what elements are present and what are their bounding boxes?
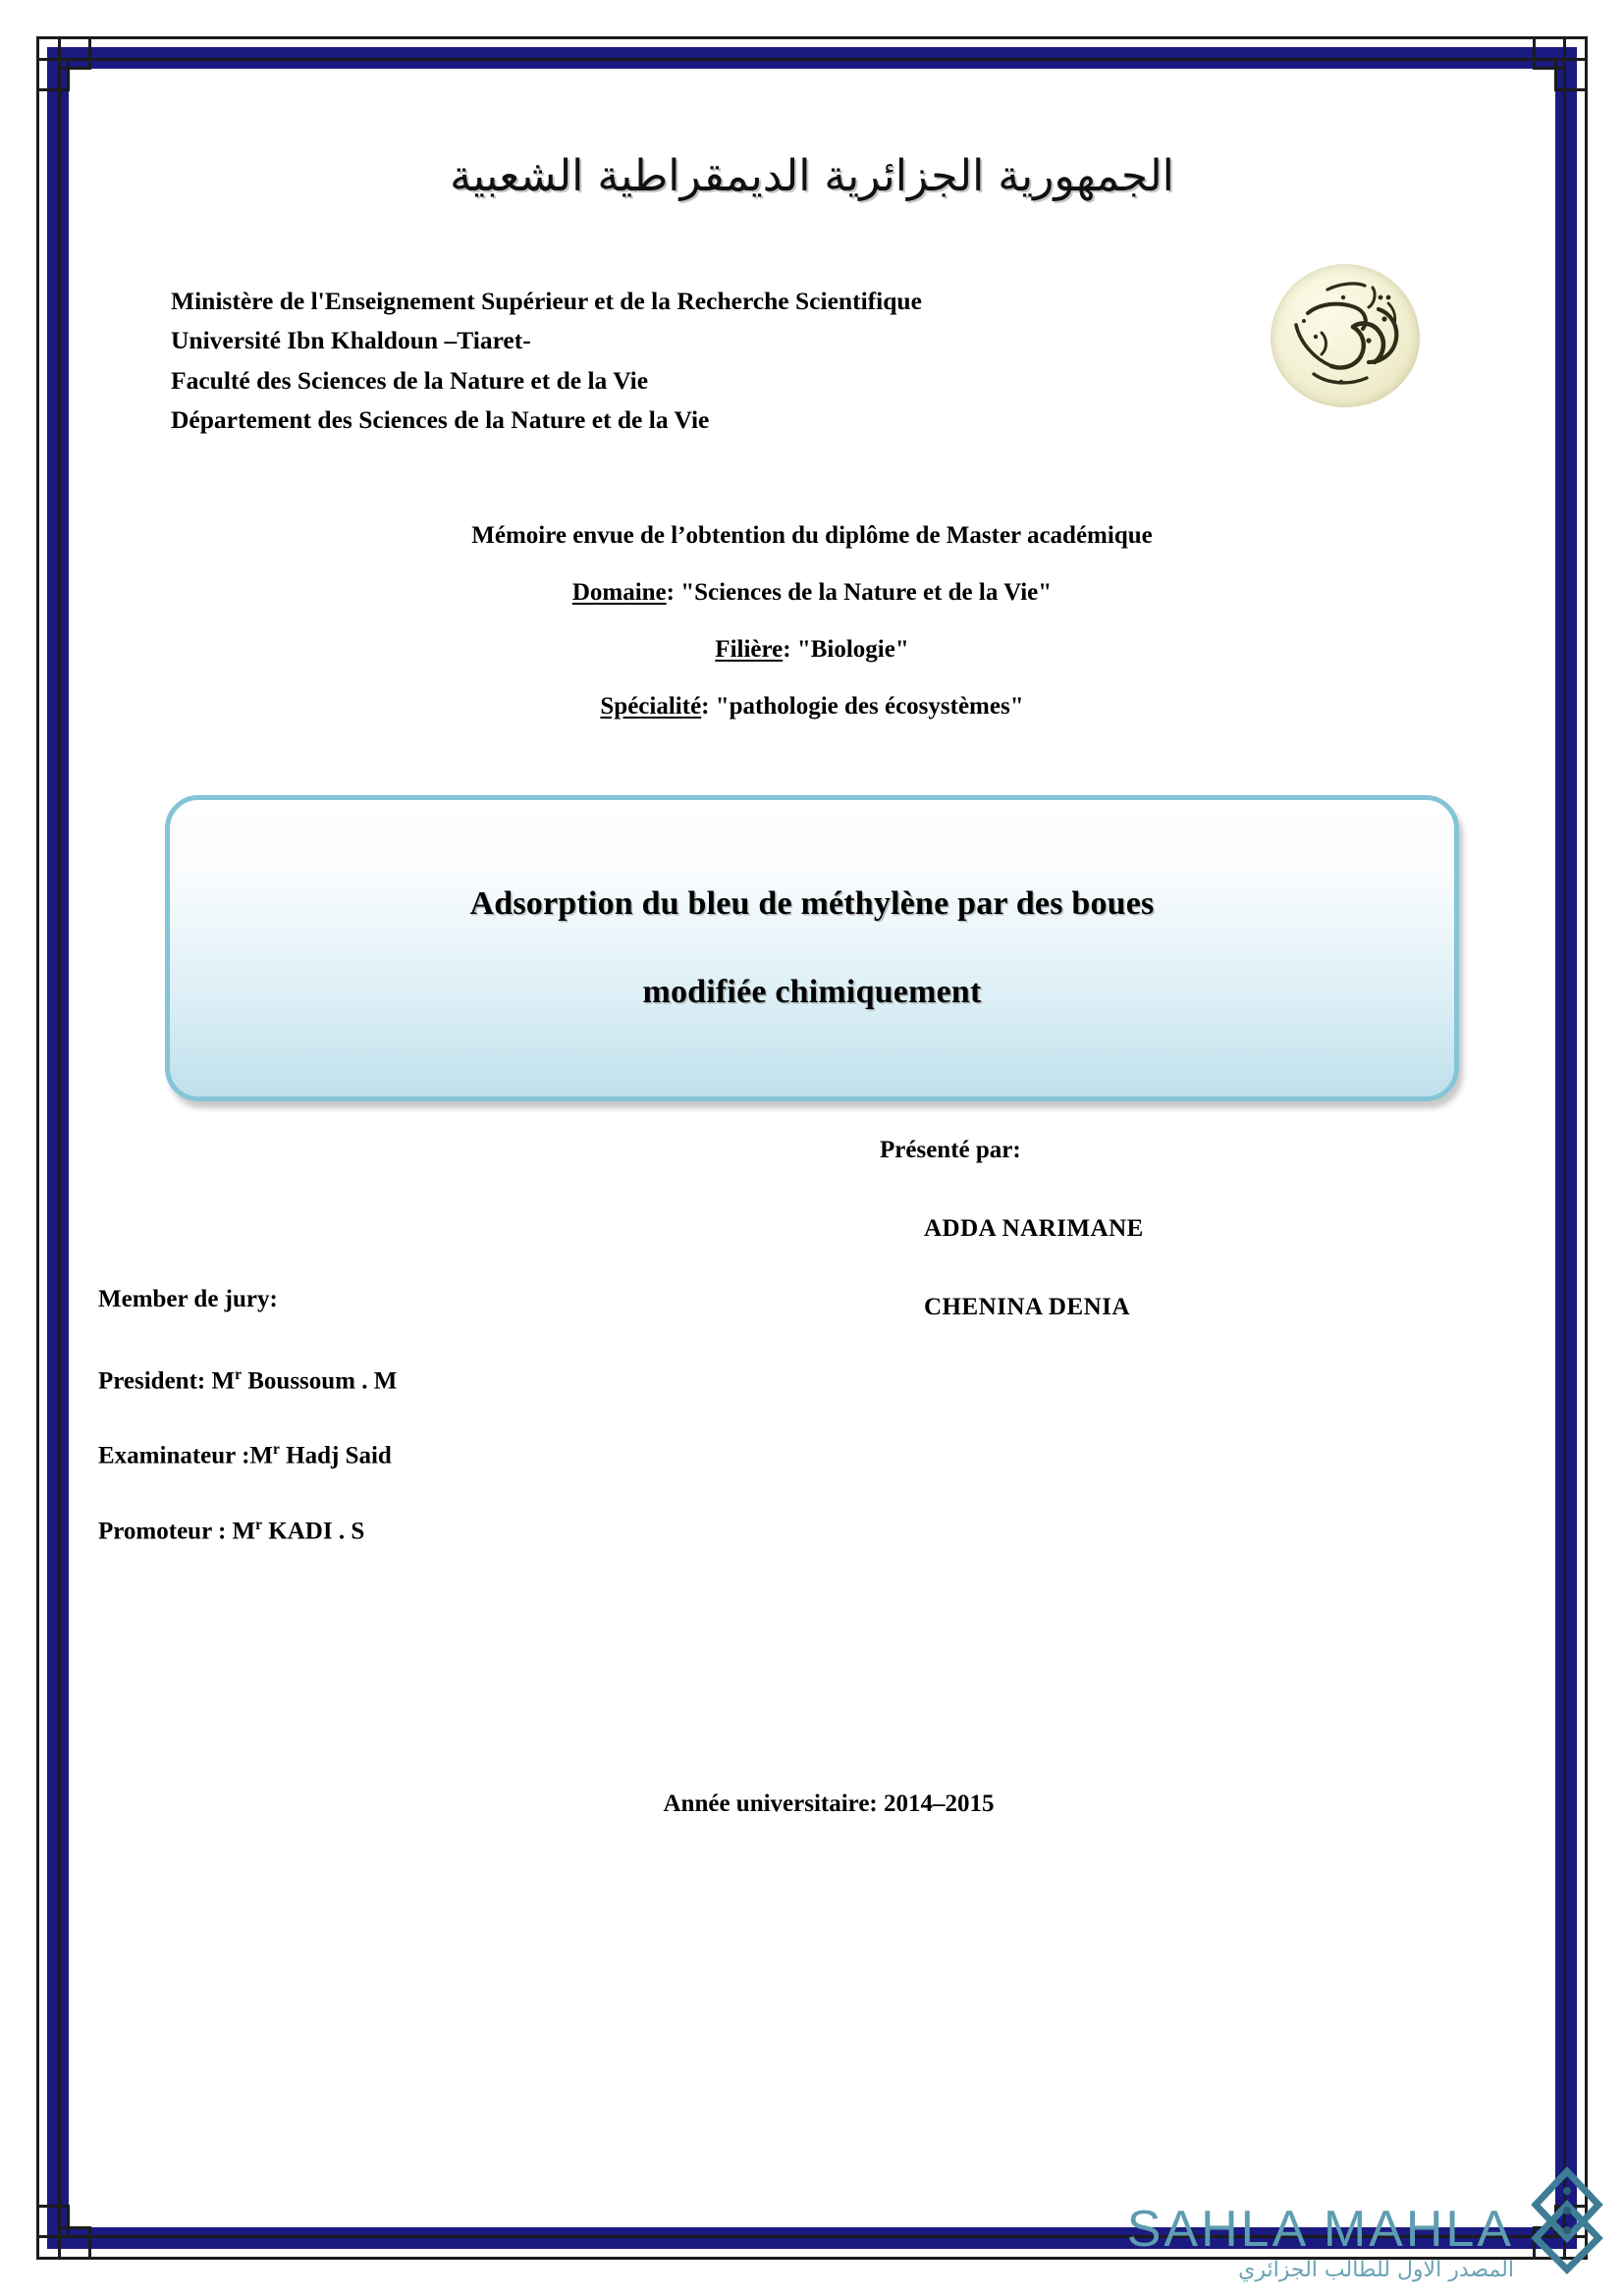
department-line: Département des Sciences de la Nature et de la Vie — [171, 404, 710, 434]
university-line: Université Ibn Khaldoun –Tiaret- — [171, 326, 531, 355]
people-block — [94, 1127, 1530, 1544]
border-rule-outer-left — [36, 36, 39, 2260]
thesis-title-box — [165, 795, 1459, 1101]
jury-heading: Member de jury: — [98, 1286, 278, 1312]
diploma-statement: Mémoire envue de l’obtention du diplôme de Master académique — [471, 522, 1153, 549]
diploma-specialite — [94, 693, 1530, 721]
diploma-filiere — [94, 636, 1530, 664]
specialite-label: Spécialité — [600, 693, 702, 720]
organization-lines — [94, 282, 922, 440]
thesis-title-line-2: modifiée chimiquement — [642, 974, 982, 1010]
ministry-line: Ministère de l'Enseignement Supérieur et de la Recherche Scientifique — [171, 287, 922, 315]
jury-name-examinateur: Hadj Said — [279, 1442, 392, 1469]
watermark-brand: SAHLA MAHLA — [1126, 2200, 1514, 2258]
jury-sup-president: r — [235, 1366, 242, 1383]
diploma-block — [94, 522, 1530, 721]
border-corner-top-right-b — [1533, 36, 1566, 70]
cover-page-content — [94, 90, 1530, 2211]
jury-member-president — [98, 1366, 844, 1395]
jury-members-list — [98, 1366, 844, 1591]
jury-sup-examinateur: r — [273, 1441, 280, 1459]
domaine-value: : "Sciences de la Nature et de la Vie" — [666, 579, 1053, 606]
jury-member-promoteur — [98, 1517, 844, 1545]
border-bar-right — [1555, 47, 1577, 2249]
watermark-text-block — [1126, 2200, 1520, 2282]
jury-role-promoteur: Promoteur : M — [98, 1517, 256, 1544]
author-name-2: CHENINA DENIA — [924, 1294, 1131, 1320]
sahla-mahla-watermark — [1127, 2165, 1614, 2282]
sahla-mahla-diamond-logo-icon — [1520, 2165, 1614, 2280]
border-rule-outer-top — [36, 36, 1588, 39]
university-logo-wrap — [1271, 264, 1420, 407]
organization-block — [94, 282, 1530, 440]
jury-name-promoteur: KADI . S — [262, 1517, 365, 1544]
jury-name-president: Boussoum . M — [241, 1367, 398, 1395]
jury-role-president: President: M — [98, 1367, 236, 1395]
watermark-tagline: المصدر الاول للطالب الجزائري — [1238, 2257, 1514, 2282]
university-seal-icon — [1271, 264, 1420, 407]
border-rule-inner-right — [1563, 58, 1566, 2238]
presented-by-label: Présenté par: — [880, 1137, 1021, 1163]
jury-member-examinateur — [98, 1441, 844, 1469]
filiere-label: Filière — [715, 636, 784, 663]
diploma-domaine — [94, 579, 1530, 607]
domaine-label: Domaine — [571, 579, 667, 606]
border-corner-bottom-left-b — [58, 2226, 91, 2260]
faculty-line: Faculté des Sciences de la Nature et de la Vie — [171, 365, 649, 395]
border-rule-inner-left — [58, 58, 61, 2238]
border-corner-top-left-b — [58, 36, 91, 70]
specialite-value: : "pathologie des écosystèmes" — [701, 693, 1024, 720]
filiere-value: : "Biologie" — [783, 636, 909, 663]
jury-role-examinateur: Examinateur :M — [98, 1442, 273, 1469]
thesis-title-line-1: Adsorption du bleu de méthylène par des boues — [469, 885, 1155, 922]
academic-year: Année universitaire: 2014–2015 — [663, 1790, 995, 1817]
arabic-national-header: الجمهورية الجزائرية الديمقراطية الشعبية — [450, 151, 1174, 201]
border-rule-inner-top — [58, 58, 1566, 61]
author-name-1: ADDA NARIMANE — [924, 1215, 1144, 1242]
jury-sup-promoteur: r — [255, 1516, 263, 1533]
border-rule-outer-right — [1585, 36, 1588, 2260]
